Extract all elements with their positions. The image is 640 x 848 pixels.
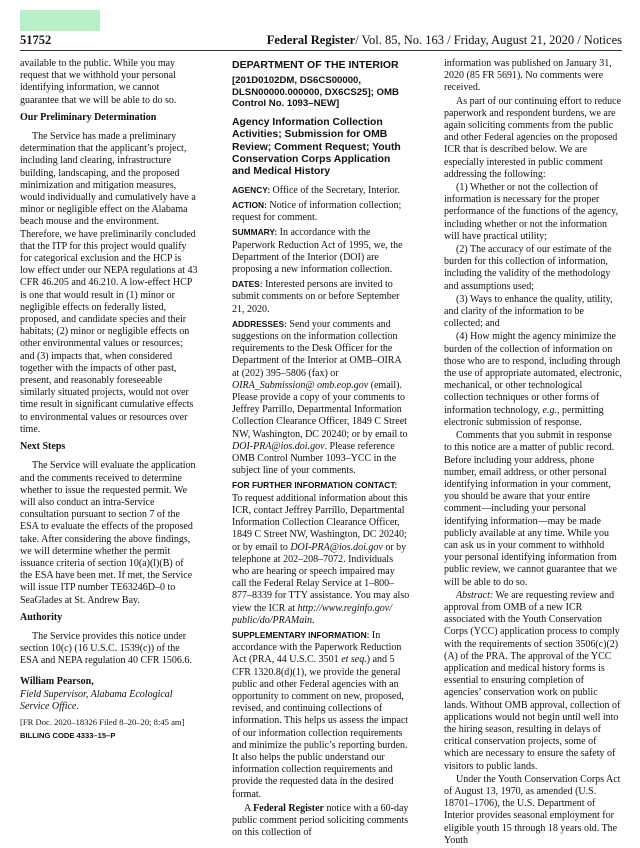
paragraph: information was published on January 31, 2020 (85 FR 5691). No comments were received.	[444, 58, 612, 94]
paragraph: The Service will evaluate the application and the comments received to determine whether to issue the requested permit. We will also conduct an intra-Service consultation pursuant to section 7 of the ESA to evaluate the effects of the proposed take. After considering the above findings, we will determine whether the permit issuance criteria of section 10(a)(l)(B) of the ESA have been met. If met, the Service will issue ITP number TE63246D–0 to SeaGlades at St. Andrew Bay.	[20, 460, 196, 606]
billing-code: BILLING CODE 4333–15–P	[20, 731, 116, 741]
section-heading: Authority	[20, 611, 63, 623]
agency-paragraph	[232, 184, 410, 197]
supplementary-label: SUPPLEMENTARY INFORMATION:	[232, 629, 370, 640]
column-3	[444, 58, 622, 848]
abstract-paragraph	[444, 590, 622, 773]
list-item: (2) The accuracy of our estimate of the burden for this collection of information, including the validity of the methodology and assumptions used;	[444, 244, 612, 292]
list-item-text: e.g.,	[542, 404, 560, 416]
section-heading: Our Preliminary Determination	[20, 111, 157, 123]
contact-paragraph	[232, 479, 410, 626]
journal-name: Federal Register	[266, 33, 356, 47]
addresses-text: (email). Please provide a copy of your comments to Jeffrey Parrillo, Departmental Information Collection Clearance Officer, 1849 C Street NW, Washington, DC 20240; or by email to	[232, 379, 408, 440]
email-link[interactable]: DOI-PRA@ios.doi.gov	[290, 541, 383, 553]
column-2	[232, 58, 410, 840]
dates-paragraph	[232, 278, 410, 316]
paragraph	[232, 803, 410, 840]
list-item: (1) Whether or not the collection of information is necessary for the proper performance of the functions of the agency, including whether or not the information will have practical utility;	[444, 182, 618, 242]
summary-paragraph	[232, 226, 410, 276]
dates-text: Interested persons are invited to submit comments on or before September 21, 2020.	[232, 279, 400, 315]
header-rule	[20, 50, 622, 51]
contact-text: or by telephone at 202–208–7072. Individuals who are hearing or speech impaired may call the Federal Relay Service at 1–800–877–8339 for TTY assistance. You may also view the ICR at	[232, 541, 410, 614]
summary-label: SUMMARY:	[232, 227, 278, 238]
paragraph-text: notice with a 60-day public comment period soliciting comments on this collection of	[232, 802, 409, 839]
page-number: 51752	[20, 33, 52, 47]
issue-info: / Vol. 85, No. 163 / Friday, August 21, 2020 / Notices	[355, 33, 622, 47]
abstract-label: Abstract:	[456, 589, 494, 601]
addresses-text: . Please reference OMB Control Number 1093–YCC in the subject line of your comments.	[232, 440, 397, 477]
agency-text: Office of the Secretary, Interior.	[270, 184, 400, 196]
supplementary-text: et seq.	[341, 654, 367, 666]
action-text: Notice of information collection; request for comment.	[232, 200, 402, 224]
paragraph: Under the Youth Conservation Corps Act of August 13, 1970, as amended (U.S. 18701–1706), the U.S. Department of Interior provides seasonal employment for eligible youth 15 through 18 years old. The Youth	[444, 773, 621, 846]
signer-name: William Pearson,	[20, 675, 94, 687]
list-item-text: (4) How might the agency minimize the burden of the collection of information on those who are to respond, including through the use of appropriate automated, electronic, mechanical, or other technological collection techniques or other forms of information technology,	[444, 331, 622, 416]
highlight-box	[20, 10, 100, 31]
supplementary-paragraph	[232, 629, 410, 801]
action-label: ACTION:	[232, 200, 267, 211]
list-item-text: permitting electronic submission of response.	[444, 404, 604, 428]
paragraph-text: Federal Register	[253, 802, 324, 814]
addresses-label: ADDRESSES:	[232, 318, 287, 329]
contact-text: To request additional information about this ICR, contact Jeffrey Parrillo, Departmental Information Collection Clearance Officer, 1849 C Street NW, Washington, DC 20240; or by email to	[232, 492, 408, 553]
paragraph: Comments that you submit in response to this notice are a matter of public record. Before including your address, phone number, email address, or other personal identifying information in your comment, you should be aware that your entire comment—including your personal identifying information—may be made publicly available at any time. While you can ask us in your comment to withhold your personal identifying information from public review, we cannot guarantee that we will be able to do so.	[444, 430, 617, 588]
addresses-text: Send your comments and suggestions on the information collection requirements to the Desk Officer for the Department of the Interior at OMB–OIRA at (202) 395–5806 (fax) or	[232, 318, 402, 379]
dates-label: DATES:	[232, 279, 263, 290]
abstract-text: We are requesting review and approval from OMB of a new ICR associated with the Youth Conservation Corps (YCC) application process to comply with the requirements of section 3506(c)(2)(A) of the PRA. The approval of the YCC application and medical history forms is essential to ensuring completion of agencies’ conservation work on public lands. Without OMB approval, collection of applications would not begin until well into the hiring season, resulting in delays of critical conservation projects, some of which are necessary to ensure the safety of visitors to public lands.	[444, 589, 621, 772]
page-header	[20, 33, 622, 47]
paragraph: The Service provides this notice under section 10(c) (16 U.S.C. 1539(c)) of the ESA and NEPA regulation 40 CFR 1506.6.	[20, 630, 192, 667]
paragraph: The Service has made a preliminary determination that the applicant’s project, including land clearing, infrastructure building, landscaping, and the proposed minimization and mitigation measures, would individually and cumulatively have a minor or negligible effect on the Alabama beach mouse and the environment. Therefore, we have preliminarily concluded that the ITP for this project would qualify for categorical exclusion and the HCP is low effect under our NEPA regulations at 43 CFR 46.205 and 46.210. A low-effect HCP is one that would result in (1) minor or negligible effects on federally listed, proposed, and candidate species and their habitats; (2) minor or negligible effects on other environmental values or resources; and (3) impacts that, when considered together with the impacts of other past, present, and reasonably foreseeable similarly situated projects, would not over time result in significant cumulative effects to environmental values or resources over time.	[20, 131, 198, 435]
signer-title: Field Supervisor, Alabama Ecological Service Office.	[20, 688, 173, 712]
paragraph-text: A	[244, 802, 254, 814]
paragraph: available to the public. While you may request that we withhold your personal identifying information, we cannot guarantee that we will be able to do so.	[20, 58, 177, 106]
section-heading: Next Steps	[20, 441, 66, 453]
supplementary-text: ) and 5 CFR 1320.8(d)(1), we provide the general public and other Federal agencies with an opportunity to comment on new, proposed, revised, and continuing collections of information. This helps us assess the impact of our information collection requirements and minimize the public’s reporting burden. It also helps the public understand our information collection requirements and provide the requested data in the desired format.	[232, 654, 409, 800]
docket-number: [201D0102DM, DS6CS00000, DLSN00000.000000, DX6CS25]; OMB Control No. 1093–NEW]	[232, 75, 399, 110]
email-link[interactable]: OIRA_Submission@ omb.eop.gov	[232, 379, 369, 391]
email-link[interactable]: DOI-PRA@ios.doi.gov	[232, 440, 325, 452]
agency-label: AGENCY:	[232, 184, 270, 195]
list-item	[444, 331, 622, 429]
column-1	[20, 58, 198, 744]
contact-label: FOR FURTHER INFORMATION CONTACT:	[232, 480, 398, 491]
contact-text: .	[312, 614, 315, 626]
summary-text: In accordance with the Paperwork Reduction Act of 1995, we, the Department of the Interior (DOI) are proposing a new information collection.	[232, 227, 403, 276]
list-item: (3) Ways to enhance the quality, utility, and clarity of the information to be collected; and	[444, 293, 613, 330]
notice-title: Agency Information Collection Activities; Submission for OMB Review; Comment Request; Youth Conservation Corps Application and Medical History	[232, 116, 401, 178]
paragraph: As part of our continuing effort to reduce paperwork and respondent burdens, we are again soliciting comments from the public and other Federal agencies on the proposed ICR that is described below. We are especially interested in public comment addressing the following:	[444, 95, 622, 180]
addresses-paragraph	[232, 318, 410, 478]
url-link[interactable]: http://www.reginfo.gov/ public/do/PRAMain	[232, 602, 392, 626]
supplementary-text: In accordance with the Paperwork Reduction Act (PRA, 44 U.S.C. 3501	[232, 629, 402, 666]
department-heading: DEPARTMENT OF THE INTERIOR	[232, 59, 399, 71]
fr-doc-line: [FR Doc. 2020–18326 Filed 8–20–20; 8:45 am]	[20, 717, 185, 728]
running-head	[267, 33, 622, 47]
action-paragraph	[232, 199, 410, 224]
